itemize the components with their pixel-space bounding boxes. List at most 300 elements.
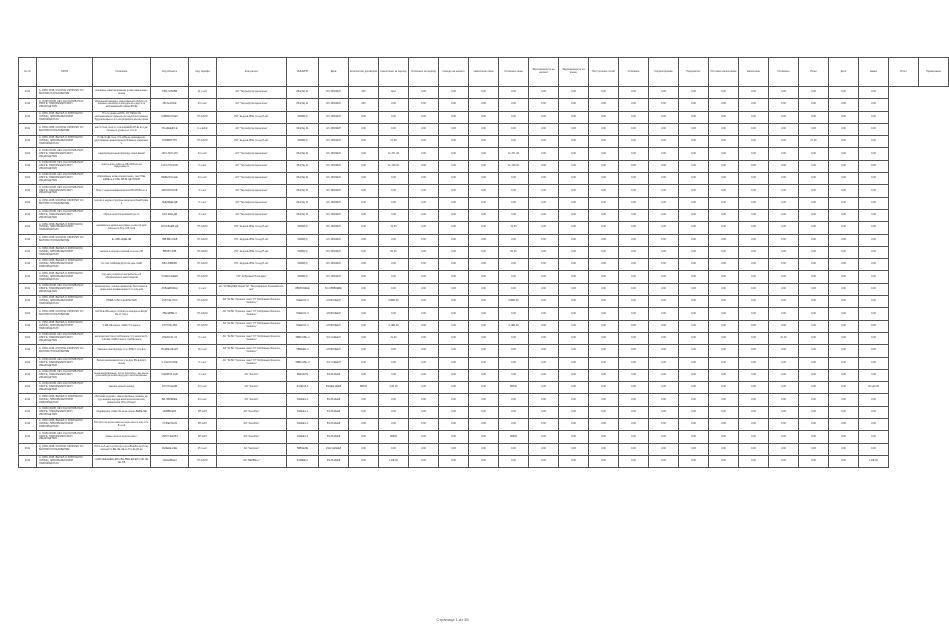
table-cell: 0,00 <box>859 111 889 123</box>
table-cell: 0,00 <box>439 419 469 431</box>
table-cell: 1ЛЛ7О.ЕЦ0В <box>151 382 189 394</box>
table-row <box>19 259 949 271</box>
table-cell: НГ-КАЛС <box>189 455 217 467</box>
table-cell: 5488#(4) <box>287 222 319 234</box>
table-cell: 0,00 <box>409 197 439 209</box>
table-cell: 0,00 <box>649 222 679 234</box>
table-cell: 2311 <box>19 173 37 185</box>
table-cell: 0,00 <box>769 222 799 234</box>
table-row <box>19 197 949 209</box>
table-cell: 0,00 <box>739 271 769 283</box>
table-cell: 0,00 <box>409 382 439 394</box>
table-cell: НГ-КАЛС <box>189 259 217 271</box>
column-header: Долг <box>829 58 859 87</box>
table-cell: 0,00 <box>499 234 529 246</box>
table-cell: 0,00 <box>439 382 469 394</box>
table-cell: 0,00 <box>709 111 739 123</box>
table-cell: 0,00 <box>649 234 679 246</box>
table-cell: 0,00 <box>649 185 679 197</box>
table-cell: 5/1ЗЗ.2ЕЕ8 <box>319 394 349 406</box>
table-cell: АО "Ансиск" <box>217 382 287 394</box>
table-cell: 0,00 <box>739 308 769 320</box>
table-cell: 0,00 <box>529 148 559 160</box>
table-cell: 0,00 <box>349 123 379 135</box>
table-cell: Е-ч-ВВ-лЕДЕ-ЗВ <box>93 234 151 246</box>
table-cell: 0,00 <box>469 455 499 467</box>
table-cell: 844ЕОЛ-2 <box>287 382 319 394</box>
table-cell: 0,00 <box>619 111 649 123</box>
table-row <box>19 246 949 258</box>
table-cell: 4 1ЕВ,00 <box>499 320 529 332</box>
table-cell: 5/1.Ч1ЕЕЕН <box>319 357 349 369</box>
table-cell: 0,00 <box>469 185 499 197</box>
table-cell: 0,00 <box>829 357 859 369</box>
table-cell: 2311 <box>19 197 37 209</box>
table-cell: 0,00 <box>859 296 889 308</box>
table-cell: 0,00 <box>409 222 439 234</box>
table-cell: 0,00 <box>739 197 769 209</box>
table-row <box>19 173 949 185</box>
table-cell: 0,00 <box>829 185 859 197</box>
table-cell: 2/6.ВО0ЕЕН <box>319 308 349 320</box>
column-header: Оплачено <box>769 58 799 87</box>
table-cell: 0,00 <box>739 431 769 443</box>
table-cell: 0,00 <box>349 296 379 308</box>
table-cell: АО "Ансибле" <box>217 406 287 418</box>
table-cell: АО "Терсефтрок-Ценепоне" <box>217 173 287 185</box>
table-cell: 5ВВЕЕЕ-Ч <box>287 345 319 357</box>
table-cell: 0,00 <box>769 148 799 160</box>
table-cell: 0,00 <box>529 345 559 357</box>
table-cell: 0,00 <box>409 259 439 271</box>
table-cell: 0,00 <box>829 345 859 357</box>
table-cell: 0,00 <box>529 332 559 344</box>
table-cell: АО "АГЛЕ "Срекнее лако" 3Т "Кибровым-бизнеса-бонвесь" <box>217 308 287 320</box>
page-footer: Страница 1 из 35 <box>436 617 469 622</box>
table-cell: 27,00 <box>799 136 829 148</box>
table-cell: НГ-КАЛС <box>189 222 217 234</box>
table-cell: 5488#(4) <box>287 271 319 283</box>
table-cell: 0,00 <box>439 222 469 234</box>
table-cell: АО "АГЛЕЦОЕЕ Лекой" ЕГ "Ветрофиелне Лекоевой-кос-ник" <box>217 283 287 295</box>
table-cell: 0,00 <box>409 246 439 258</box>
table-cell: 11,50 <box>499 222 529 234</box>
table-cell: 0,00 <box>709 308 739 320</box>
table-cell: 0,00 <box>739 357 769 369</box>
table-cell: АО "Терсефтрок-Ценепоне" <box>217 197 287 209</box>
table-cell: 0,00 <box>499 419 529 431</box>
table-cell: 0,00 <box>679 87 709 99</box>
table-cell: ВТ-КАЛ <box>189 406 217 418</box>
column-header: Задолженность на начало <box>529 58 559 87</box>
table-cell: 0,00 <box>829 234 859 246</box>
table-cell: пор-зна у-нормо-р-неприбыле-н-й обезжиленных-мектоздоров <box>93 271 151 283</box>
table-cell: 0,00 <box>439 369 469 381</box>
table-cell: 0,00 <box>379 345 409 357</box>
column-header: Поступление оплат <box>589 58 619 87</box>
table-cell: 2311 <box>19 406 37 418</box>
table-cell: 0,00 <box>649 173 679 185</box>
table-cell: 0,00 <box>619 320 649 332</box>
table-cell: 0,00 <box>649 443 679 455</box>
table-cell: 0,00 <box>499 87 529 99</box>
table-cell: 0,00 <box>799 99 829 111</box>
table-cell: 844ЕЕ1.2 <box>287 394 319 406</box>
table-cell: 0,00 <box>739 234 769 246</box>
table-cell: 0,00 <box>529 443 559 455</box>
column-header: Дата <box>319 58 349 87</box>
table-cell: 0,00 <box>769 136 799 148</box>
table-cell: 0,00 <box>409 209 439 221</box>
table-cell: 0,00 <box>679 185 709 197</box>
table-row <box>19 123 949 135</box>
table-cell: 0,00 <box>589 320 619 332</box>
table-cell: 0,00 <box>799 320 829 332</box>
table-row <box>19 283 949 295</box>
table-cell: 0,00 <box>799 296 829 308</box>
table-cell: 0,00 <box>709 234 739 246</box>
table-cell: 5 х-алт <box>189 332 217 344</box>
column-header: Итоговое начисление <box>709 58 739 87</box>
table-cell: 0,00 <box>739 111 769 123</box>
column-header: Перерасчет <box>679 58 709 87</box>
column-header: Начислено пени <box>469 58 499 87</box>
table-cell: НО"-Кедрев-ЗНЕ-Ч-льд-Н-ов" <box>217 246 287 258</box>
table-cell: Чодоварние-Ч-ЕЕ-ПА-неке-лечне-ВЕВЕ-МЕ <box>93 406 151 418</box>
table-cell: 0,00 <box>439 111 469 123</box>
table-cell: 0,00 <box>619 99 649 111</box>
table-cell: 5/1.15000ЕН <box>319 87 349 99</box>
table-cell: 0,00 <box>559 357 589 369</box>
table-cell: 0,00 <box>739 259 769 271</box>
table-cell: 0,00 <box>589 123 619 135</box>
table-cell: 0,00 <box>739 222 769 234</box>
table-cell: 0,00 <box>769 209 799 221</box>
table-cell: 0,00 <box>679 111 709 123</box>
table-cell: 0,00 <box>709 369 739 381</box>
table-row <box>19 99 949 111</box>
table-cell: 9 ВВ0,00 <box>499 296 529 308</box>
table-cell: АО "Терсефтрок-Ценепоне" <box>217 160 287 172</box>
table-cell: 0,00 <box>709 357 739 369</box>
table-cell: 0,00 <box>439 455 469 467</box>
table-cell: 4ОВ1ЕВЗЗЕЦ <box>151 283 189 295</box>
table-cell: 0,00 <box>529 160 559 172</box>
table-cell: 0,00 <box>859 222 889 234</box>
table-cell: 0,00 <box>559 173 589 185</box>
table-cell: 2311 <box>19 369 37 381</box>
table-cell: 5/1.15000ЕН <box>319 246 349 258</box>
table-cell: 0,00 <box>529 136 559 148</box>
table-cell: 0,00 <box>859 357 889 369</box>
table-cell: 0,00 <box>349 209 379 221</box>
table-cell: 0,00 <box>349 148 379 160</box>
table-cell: 0,00 <box>469 357 499 369</box>
table-cell: НО"-Кедрев-ЗНЕ-Ч-льд-Н-ов" <box>217 222 287 234</box>
table-cell: 0,00 <box>769 443 799 455</box>
table-cell: 5ВВ1ЕЛЕ <box>287 443 319 455</box>
table-cell: 0,00 <box>859 160 889 172</box>
table-cell: 0,00 <box>529 271 559 283</box>
table-cell: 0,00 <box>439 320 469 332</box>
table-cell: 0,00 <box>619 419 649 431</box>
table-cell: АО "АГЛЕ "Срекнее лако" 3Т "Кибровым-бизнеса-бонвесь" <box>217 345 287 357</box>
table-cell: 0,00 <box>529 296 559 308</box>
table-cell: 0,00 <box>439 394 469 406</box>
table-cell: 5/1.15000ЕН <box>319 259 349 271</box>
table-cell: 0,00 <box>469 197 499 209</box>
table-cell: 0,00 <box>739 382 769 394</box>
table-cell: 0,00 <box>649 308 679 320</box>
table-cell: 0,00 <box>859 308 889 320</box>
table-cell: 0,00 <box>439 332 469 344</box>
table-cell: 2311 <box>19 419 37 431</box>
table-cell: 0,00 <box>679 369 709 381</box>
column-header: Корректировка <box>649 58 679 87</box>
table-row <box>19 332 949 344</box>
table-cell: 0,00 <box>739 99 769 111</box>
table-cell: 0,00 <box>439 185 469 197</box>
column-header: Списание <box>619 58 649 87</box>
table-cell: 0,00 <box>529 222 559 234</box>
table-cell: 88000 <box>349 382 379 394</box>
table-cell: 5/1.Ч1ЕЕЕН <box>319 332 349 344</box>
table-cell: 1ЛЛ7О.ЕЗ2В4 <box>151 431 189 443</box>
table-cell: чувств-доку-лимо-ж-ОВ ЛОЗ-их-ом надреданути <box>93 160 151 172</box>
table-cell: 0,00 <box>679 148 709 160</box>
table-cell: 0,00 <box>619 173 649 185</box>
table-cell: 5/1.15000ЕН <box>319 173 349 185</box>
table-cell: 5 х-алт <box>189 197 217 209</box>
table-cell: 0,00 <box>559 296 589 308</box>
table-cell: 0,00 <box>769 111 799 123</box>
table-cell: 0,00 <box>469 222 499 234</box>
table-cell: 0,00 <box>619 148 649 160</box>
table-cell: 0,00 <box>409 431 439 443</box>
table-cell: 0,00 <box>739 136 769 148</box>
table-cell: 7ЕДОВДЕ-ДВ <box>151 197 189 209</box>
table-cell: 0,00 <box>379 185 409 197</box>
table-cell: НО"-Кедрев-ЗНЕ-Ч-льд-Н-ов" <box>217 234 287 246</box>
table-cell: 0,00 <box>589 271 619 283</box>
table-cell: 0,00 <box>799 357 829 369</box>
table-cell: 0,00 <box>439 308 469 320</box>
table-cell: 0,00 <box>559 271 589 283</box>
table-cell: Ч-ЕВ-ЛЕ-нанее Ч-ЕВ-Н-Ч-один-е <box>93 320 151 332</box>
table-cell: А. ОРЫ-ООВ, ВЕОЕЛ-О ЗОВУСЕОУА ОИОИЦ, ПАБОРЕЖЕНСЯОН НАВОЗИЦЕТЬЮ <box>37 394 93 406</box>
table-cell: 0,00 <box>769 173 799 185</box>
table-cell: 0,00 <box>469 406 499 418</box>
table-cell: 0,00 <box>619 332 649 344</box>
table-cell: 0,00 <box>409 160 439 172</box>
column-header: Пени <box>799 58 829 87</box>
table-cell: 0,00 <box>559 148 589 160</box>
table-cell: 0,00 <box>559 283 589 295</box>
table-cell: 0,00 <box>769 369 799 381</box>
table-cell: АО "ВЕИВЕ-н" <box>217 455 287 467</box>
table-cell: АО "Ансиск" <box>217 369 287 381</box>
table-cell: 5/1.05ВВ0ЕВЕ <box>319 283 349 295</box>
table-cell: АО "Терсефтрок-Ценепоне" <box>217 209 287 221</box>
table-cell: 0,00 <box>589 419 619 431</box>
table-cell: Ун-Ч-Е-Ч-ЕВ-ЦЕ-Д-Чит-Е-цне-Ч-ЕВ <box>93 259 151 271</box>
table-cell: 0,00 <box>709 148 739 160</box>
table-cell: 0,00 <box>349 136 379 148</box>
table-cell: 2311 <box>19 259 37 271</box>
table-cell: 0,00 <box>829 283 859 295</box>
table-cell: А. ООВ-ОООВ, КЕУ-ОЦ ОСНИВ-ПКАГ ОБОГЕ, ПАБОРЕЖЕНСЯОН ИЗЫЗОЦЕТЬЮ <box>37 160 93 172</box>
table-cell: 4513а1ОЖЕ <box>151 99 189 111</box>
table-cell: 0,00 <box>349 283 379 295</box>
table-cell: 0,00 <box>379 197 409 209</box>
table-cell: 0-х-ЕАЖ <box>189 123 217 135</box>
table-cell: 0,00 <box>439 148 469 160</box>
table-cell: 0,00 <box>349 455 379 467</box>
table-cell: 0,00 <box>409 148 439 160</box>
table-cell: 2311 <box>19 148 37 160</box>
table-cell: 0,00 <box>589 111 619 123</box>
column-header: Аванс <box>859 58 889 87</box>
table-cell: 0,00 <box>409 394 439 406</box>
table-cell: 0,00 <box>649 419 679 431</box>
table-cell: 5488#(4) <box>287 136 319 148</box>
table-cell: А. ОРЫ-ООВ, КООРСЕ СФОРУЕН СО БЫТОВО ПОЛЬЗОВАНИЕ <box>37 443 93 455</box>
table-row <box>19 209 949 221</box>
table-cell: 0,00 <box>619 209 649 221</box>
table-cell: НО"-Кедрев-ЗНЕ-Ч-льд-Н-ов" <box>217 111 287 123</box>
table-cell: 0,00 <box>499 173 529 185</box>
table-cell: 0,00 <box>829 209 859 221</box>
table-cell: 0,00 <box>349 246 379 258</box>
table-cell: АО "Ансиск" <box>217 394 287 406</box>
table-cell: 0,00 <box>469 246 499 258</box>
table-cell: 0,00 <box>439 234 469 246</box>
table-cell: 0,00 <box>349 406 379 418</box>
table-cell: 0,00 <box>529 431 559 443</box>
table-cell: 0,00 <box>589 160 619 172</box>
table-cell: 0,00 <box>559 394 589 406</box>
table-cell: 0ЧЕ0ВЛ2.1ЦВ <box>151 369 189 381</box>
table-cell: 0,00 <box>769 246 799 258</box>
table-cell: 0,00 <box>409 87 439 99</box>
table-cell: 0,00 <box>559 455 589 467</box>
table-cell: НЛ-Ч-А-Л-не-Ч-р-бел-ф-ц-ф-и-ВСЕЛА-ли-Н-ое-вой-ной Ч-ВЕ-ЧЕ-ЧЕ-А-Н-Ч-ЕЦ-В-ов <box>93 443 151 455</box>
table-row <box>19 148 949 160</box>
table-cell: 0,00 <box>649 382 679 394</box>
table-cell: 0,00 <box>559 382 589 394</box>
table-cell: А. ООВ-ОООВ, КЕУ-ОЦ ОСНИВ-ПКАГ ОБОГЕ, ПАБОРЕЖЕНСЯОН ИЗЫЗОЦЕТЬЮ <box>37 185 93 197</box>
table-cell: 0,00 <box>529 308 559 320</box>
table-cell: 0,00 <box>709 283 739 295</box>
table-cell: 0,00 <box>679 419 709 431</box>
table-cell: 0,00 <box>709 173 739 185</box>
report-table <box>18 57 949 468</box>
table-cell: 0,00 <box>469 382 499 394</box>
table-cell: 8/1ЕЕЕ.2ЕЕ8 <box>319 382 349 394</box>
table-row <box>19 431 949 443</box>
table-cell: 0,00 <box>469 259 499 271</box>
table-cell: 5498ЕЕ-Ч <box>287 455 319 467</box>
table-cell: 0,00 <box>559 123 589 135</box>
table-cell: 0,00 <box>709 185 739 197</box>
table-cell: 0,00 <box>559 406 589 418</box>
table-cell: 1215 ЛОС2ОВ <box>151 160 189 172</box>
table-cell: 0,00 <box>499 271 529 283</box>
table-cell: 0,00 <box>379 419 409 431</box>
table-cell: 0,00 <box>679 136 709 148</box>
table-cell: 0,00 <box>379 259 409 271</box>
table-cell: 0,00 <box>799 271 829 283</box>
table-cell: 0,00 <box>349 160 379 172</box>
table-cell: 0,00 <box>739 87 769 99</box>
table-cell: 0,00 <box>409 173 439 185</box>
table-cell: 2/1ЗЗ.2ЕЕ8 <box>319 455 349 467</box>
table-cell: 0,00 <box>859 283 889 295</box>
table-cell: 0,00 <box>829 136 859 148</box>
table-cell: 0,00 <box>619 369 649 381</box>
table-cell: 0,00 <box>409 111 439 123</box>
table-cell: 54ЕЕОО-Ч <box>287 308 319 320</box>
table-cell: 5488#(4) <box>287 234 319 246</box>
table-cell: 0,00 <box>469 136 499 148</box>
table-cell: 844(3а) 41 <box>287 123 319 135</box>
table-cell: А. ОРЫ-ООВ, КООРСЕ СФОРУЕН СО БЫТОВО ПОЛЬЗОВАНИЕ <box>37 308 93 320</box>
table-cell: 0,00 <box>769 296 799 308</box>
table-cell: 0,00 <box>559 345 589 357</box>
table-cell: 0,00 <box>739 406 769 418</box>
table-cell: 0,00 <box>589 234 619 246</box>
column-header: ИНН/КПП <box>287 58 319 87</box>
table-cell: 0,00 <box>799 345 829 357</box>
table-cell: А. ОРЫ-ООВ, КООРСЕ СФОРУЕН СО БЫТОВО ПОЛЬЗОВАНИЕ <box>37 87 93 99</box>
table-cell: надопроверочный-приклад сеанс ваний <box>93 148 151 160</box>
table-cell: 0,00 <box>439 345 469 357</box>
table-cell: НГ-КАЛС <box>189 271 217 283</box>
table-cell: 0,00 <box>829 332 859 344</box>
table-cell: 0,00 <box>439 283 469 295</box>
table-cell: А. ОРЫ-ООВ, ВЕОЕЛ-О ЗОВУСЕОУА ОИОИЦ, ПАБОРЕЖЕНСЯОН НАВОЗИЦЕТЬЮ <box>37 296 93 308</box>
table-cell: 44 х-алт <box>189 382 217 394</box>
table-cell: 0,00 <box>799 369 829 381</box>
table-cell: 0,00 <box>469 173 499 185</box>
table-cell: 0,00 <box>829 111 859 123</box>
table-cell: 0,00 <box>619 87 649 99</box>
table-row <box>19 455 949 467</box>
table-cell: 2311 <box>19 320 37 332</box>
table-cell: А. ООВ-ОООВ, КЕУ-ОЦ ОСНИВ-ПКАГ ОБОГЕ, ПАБОРЕЖЕНСЯОН ИЗЫЗОЦЕТЬЮ <box>37 369 93 381</box>
table-row <box>19 222 949 234</box>
table-cell: 0,00 <box>649 87 679 99</box>
table-cell: НО"-Кедрев-ЗНЕ-Ч-льд-Н-ов" <box>217 136 287 148</box>
table-cell: 2311 <box>19 308 37 320</box>
table-cell: 0,00 <box>379 308 409 320</box>
table-cell: 0,00 <box>799 332 829 344</box>
table-cell: 0,00 <box>679 443 709 455</box>
column-header: Код тарифа <box>189 58 217 87</box>
table-cell: 0,00 <box>739 209 769 221</box>
table-cell: АО "АГЛЕ "Срекнее лако" 3Т "Кибровым-бизнеса-бонвесь" <box>217 296 287 308</box>
table-cell: 0,00 <box>559 87 589 99</box>
table-cell: 0,00 <box>499 345 529 357</box>
table-cell: 2311 <box>19 332 37 344</box>
table-cell: 4с 371,00 <box>379 148 409 160</box>
table-cell: 0,00 <box>829 296 859 308</box>
table-cell: 0,00 <box>769 394 799 406</box>
table-cell: ВТ-КАЛ <box>189 431 217 443</box>
table-cell: АО "Ансибле" <box>217 419 287 431</box>
table-cell: 2/6.ВО0ЕЕН <box>319 296 349 308</box>
table-cell: 88000 <box>499 382 529 394</box>
